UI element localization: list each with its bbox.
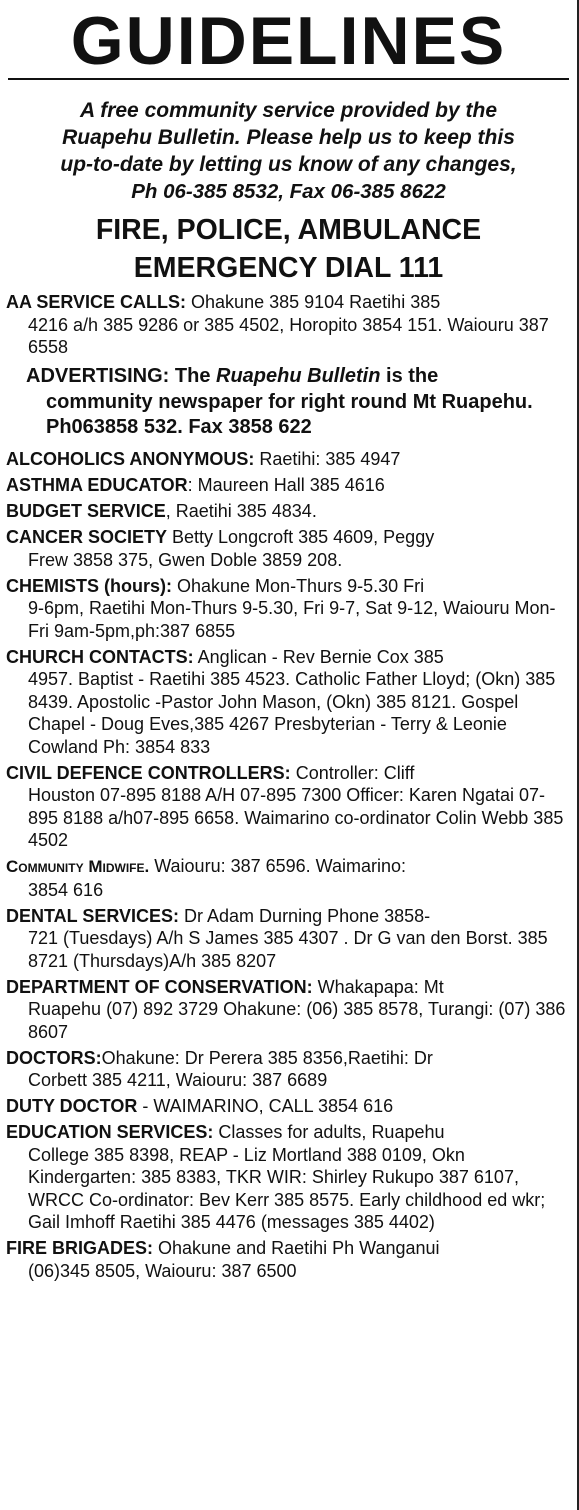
entry-heading: EDUCATION SERVICES: (6, 1122, 214, 1142)
entry-heading: DOCTORS: (6, 1047, 102, 1068)
entry-advertising (6, 362, 569, 445)
entry-text: Ohakune 385 9104 Raetihi 385 (186, 292, 441, 312)
entry-alcoholics-anonymous (6, 448, 569, 471)
entry-duty-doctor (6, 1095, 569, 1118)
entry-heading: ASTHMA EDUCATOR (6, 475, 188, 495)
entry-text: College 385 8398, REAP - Liz Mortland 388 0109, Okn Kindergarten: 385 8383, TKR WIR: Shirley Rukupo 387 6107, WRCC Co-ordinator: Bev Kerr 385 8575. Early childhood ed wkr; Gail Imhoff Raetihi 385 4476 (messages 385 4402) (28, 1144, 546, 1232)
page-title: GUIDELINES (8, 0, 569, 80)
entry-aa-service-calls (6, 291, 569, 359)
entry-text: - WAIMARINO, CALL 3854 616 (137, 1096, 394, 1116)
entry-heading: CANCER SOCIETY (6, 527, 168, 547)
entry-text: Whakapapa: Mt (312, 976, 444, 997)
entry-heading: DENTAL SERVICES: (6, 905, 180, 926)
entry-cancer-society (6, 526, 569, 571)
entry-text: community newspaper for right round Mt Ruapehu. Ph063858 532. Fax 3858 622 (46, 390, 533, 438)
entry-heading: FIRE BRIGADES: (6, 1238, 154, 1258)
entry-text: 4957. Baptist - Raetihi 385 4523. Catholic Father Lloyd; (Okn) 385 8439. Apostolic -Pastor John Mason, (Okn) 385 8121. Gospel Chapel - Doug Eves,385 4267 Presbyterian - Terry & Leonie Cowland Ph: 3854 833 (28, 669, 556, 757)
intro-line: A free community service provided by the (79, 99, 498, 122)
entry-text: is the (380, 365, 439, 387)
entry-text: (06)345 8505, Waiouru: 387 6500 (28, 1260, 297, 1281)
entry-text: : Maureen Hall 385 4616 (187, 475, 385, 495)
entry-budget-service (6, 500, 569, 523)
entry-text: Houston 07-895 8188 A/H 07-895 7300 Officer: Karen Ngatai 07-895 8188 a/h07-895 6658. Waimarino co-ordinator Colin Webb 385 4502 (28, 785, 564, 850)
intro-line: up-to-date by letting us know of any changes, (60, 153, 517, 176)
entry-education-services (6, 1121, 569, 1234)
entry-text: 4216 a/h 385 9286 or 385 4502, Horopito 3854 151. Waiouru 387 6558 (28, 314, 549, 357)
entry-text: Ohakune Mon-Thurs 9-5.30 Fri (172, 575, 425, 596)
emergency-heading (0, 205, 577, 287)
entry-heading: DUTY DOCTOR (6, 1096, 138, 1116)
entry-dental-services (6, 905, 569, 973)
entry-fire-brigades (6, 1237, 569, 1282)
entry-department-of-conservation (6, 976, 569, 1044)
entry-heading: CIVIL DEFENCE CONTROLLERS: (6, 762, 291, 783)
entry-civil-defence (6, 762, 569, 852)
entry-text: Controller: Cliff (290, 762, 415, 783)
entry-heading: BUDGET SERVICE (6, 501, 166, 521)
entry-text: Anglican - Rev Bernie Cox 385 (193, 646, 444, 667)
entry-text: Waiouru: 387 6596. Waimarino: (149, 856, 407, 876)
entry-heading: DEPARTMENT OF CONSERVATION: (6, 976, 313, 997)
entry-text: Classes for adults, Ruapehu (213, 1122, 445, 1142)
entry-text: , Raetihi 385 4834. (165, 501, 317, 521)
intro-contact-line: Ph 06-385 8532, Fax 06-385 8622 (131, 180, 446, 203)
emergency-services-line: FIRE, POLICE, AMBULANCE (95, 214, 482, 246)
entry-text: Ohakune and Raetihi Ph Wanganui (153, 1238, 440, 1258)
intro-notice (0, 80, 577, 205)
entry-community-midwife (6, 855, 569, 901)
newspaper-name: Ruapehu Bulletin (216, 365, 381, 387)
entry-chemists (6, 575, 569, 643)
entry-text: 9-6pm, Raetihi Mon-Thurs 9-5.30, Fri 9-7, Sat 9-12, Waiouru Mon-Fri 9am-5pm,ph:387 6855 (28, 598, 556, 641)
entry-text: 3854 616 (28, 879, 104, 900)
entry-text: Dr Adam Durning Phone 3858- (179, 905, 431, 926)
entry-heading: AA SERVICE CALLS: (6, 292, 187, 312)
entry-text: 721 (Tuesdays) A/h S James 385 4307 . Dr G van den Borst. 385 8721 (Thursdays)A/h 385 8207 (28, 928, 548, 971)
entry-heading: CHEMISTS (hours): (6, 575, 172, 596)
emergency-dial-line: EMERGENCY DIAL 111 (133, 252, 444, 284)
entry-text: Betty Longcroft 385 4609, Peggy (167, 527, 435, 547)
entry-heading: Community Midwife. (6, 857, 150, 876)
entry-heading: ALCOHOLICS ANONYMOUS: (6, 449, 255, 469)
directory-listing (0, 287, 577, 1282)
entry-heading: ADVERTISING: The (26, 365, 217, 387)
entry-heading: CHURCH CONTACTS: (6, 646, 194, 667)
entry-asthma-educator (6, 474, 569, 497)
entry-doctors (6, 1047, 569, 1092)
entry-church-contacts (6, 646, 569, 759)
intro-line: Ruapehu Bulletin. Please help us to keep this (62, 126, 515, 149)
entry-text: Frew 3858 375, Gwen Doble 3859 208. (28, 549, 343, 570)
entry-text: Ohakune: Dr Perera 385 8356,Raetihi: Dr (101, 1047, 433, 1068)
entry-text: Ruapehu (07) 892 3729 Ohakune: (06) 385 8578, Turangi: (07) 386 8607 (28, 999, 566, 1042)
entry-text: Corbett 385 4211, Waiouru: 387 6689 (28, 1070, 328, 1090)
entry-text: Raetihi: 385 4947 (254, 449, 401, 469)
